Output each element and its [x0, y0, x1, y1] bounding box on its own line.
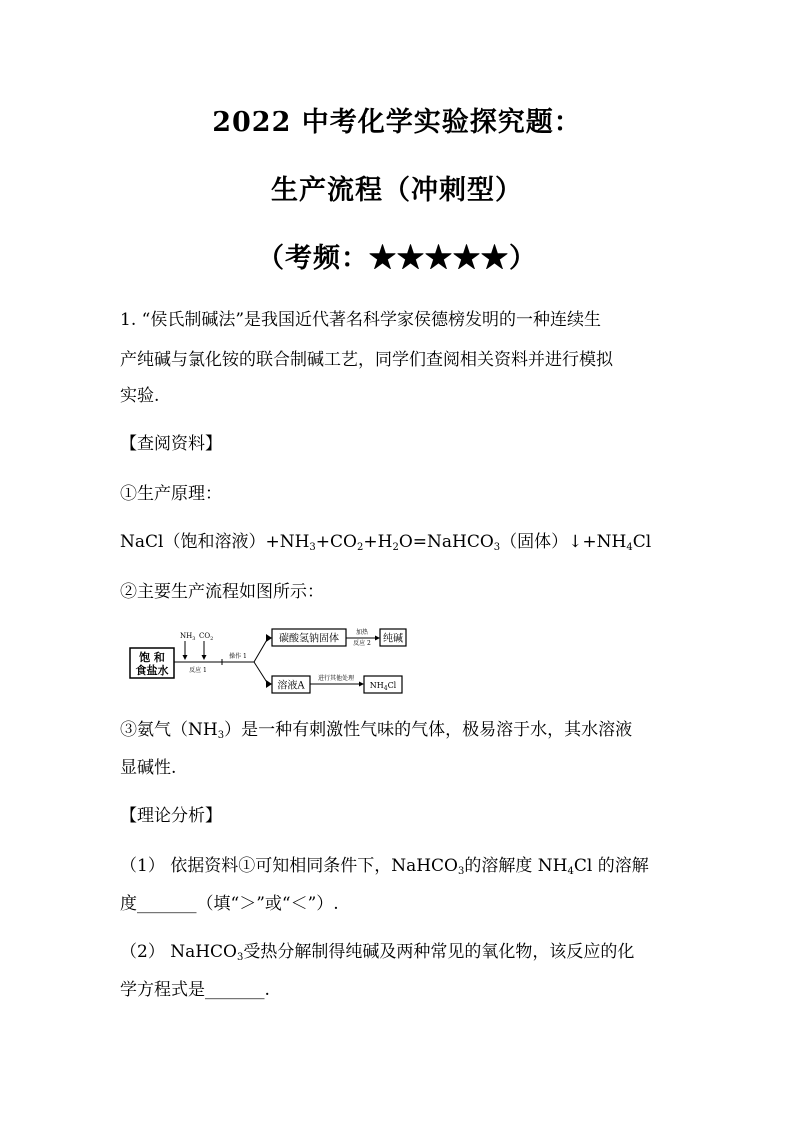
production-flow-diagram: [128, 626, 408, 696]
flow-label-heat: 加热: [355, 629, 369, 636]
item-production-principle: ①生产原理：: [120, 484, 222, 504]
flow-label-operation1: 操作 1: [229, 653, 247, 660]
item-flow-description: ②主要生产流程如图所示：: [120, 582, 324, 602]
subquestion-1-line-2: 度_______（填“＞”或“＜”）.: [120, 894, 339, 914]
flow-label-nh3: $NH_3$: [180, 632, 196, 642]
item-ammonia-line-1: ③氨气$(NH_3)$是一种有刺激性气味的气体，极易溶于水，其水溶液: [120, 720, 633, 741]
subquestion-2-line-2: 学方程式是_______.: [120, 980, 270, 1000]
page-subtitle: 生产流程（冲刺型）: [271, 175, 523, 206]
reaction-equation: NaCl（饱和溶液）$+NH_3+CO_2+H_2O=NaHCO_3$（固体）$↓+NH_4Cl$: [120, 532, 652, 553]
subquestion-1-line-1: （1） 依据资料①可知相同条件下，NaHCO$_3$的溶解度 $NH_4Cl$ 的溶解: [120, 856, 649, 877]
flow-label-reaction2: 反应 2: [353, 640, 371, 647]
page-title: 2022 中考化学实验探究题：: [212, 107, 582, 138]
flow-label-brine-2: 食盐水: [135, 664, 169, 677]
flow-label-brine-1: 饱 和: [139, 651, 165, 664]
subquestion-2-line-1: （2） NaHCO$_3$受热分解制得纯碱及两种常见的氧化物，该反应的化: [120, 942, 635, 963]
flow-label-solution-a: 溶液A: [277, 680, 305, 692]
flow-label-treatment: 进行其他处理: [317, 675, 355, 682]
question-intro-line-2: 产纯碱与氯化铵的联合制碱工艺，同学们查阅相关资料并进行模拟: [120, 350, 613, 370]
flow-label-solid: 碳酸氢钠固体: [279, 633, 339, 645]
question-intro-line-1: 1. “侯氏制碱法”是我国近代著名科学家侯德榜发明的一种连续生: [120, 310, 602, 330]
flow-label-reaction1: 反应 1: [189, 667, 207, 674]
section-heading-reference: 【查阅资料】: [120, 434, 222, 454]
flow-label-nh4cl: $NH_4Cl$: [369, 681, 397, 692]
question-intro-line-3: 实验.: [120, 386, 160, 406]
frequency-rating: （考频：★★★★★）: [257, 243, 537, 274]
section-heading-theory: 【理论分析】: [120, 806, 222, 826]
flow-label-soda: 纯碱: [383, 633, 403, 645]
item-ammonia-line-2: 显碱性.: [120, 758, 177, 778]
flow-label-co2: $CO_2$: [199, 632, 214, 642]
